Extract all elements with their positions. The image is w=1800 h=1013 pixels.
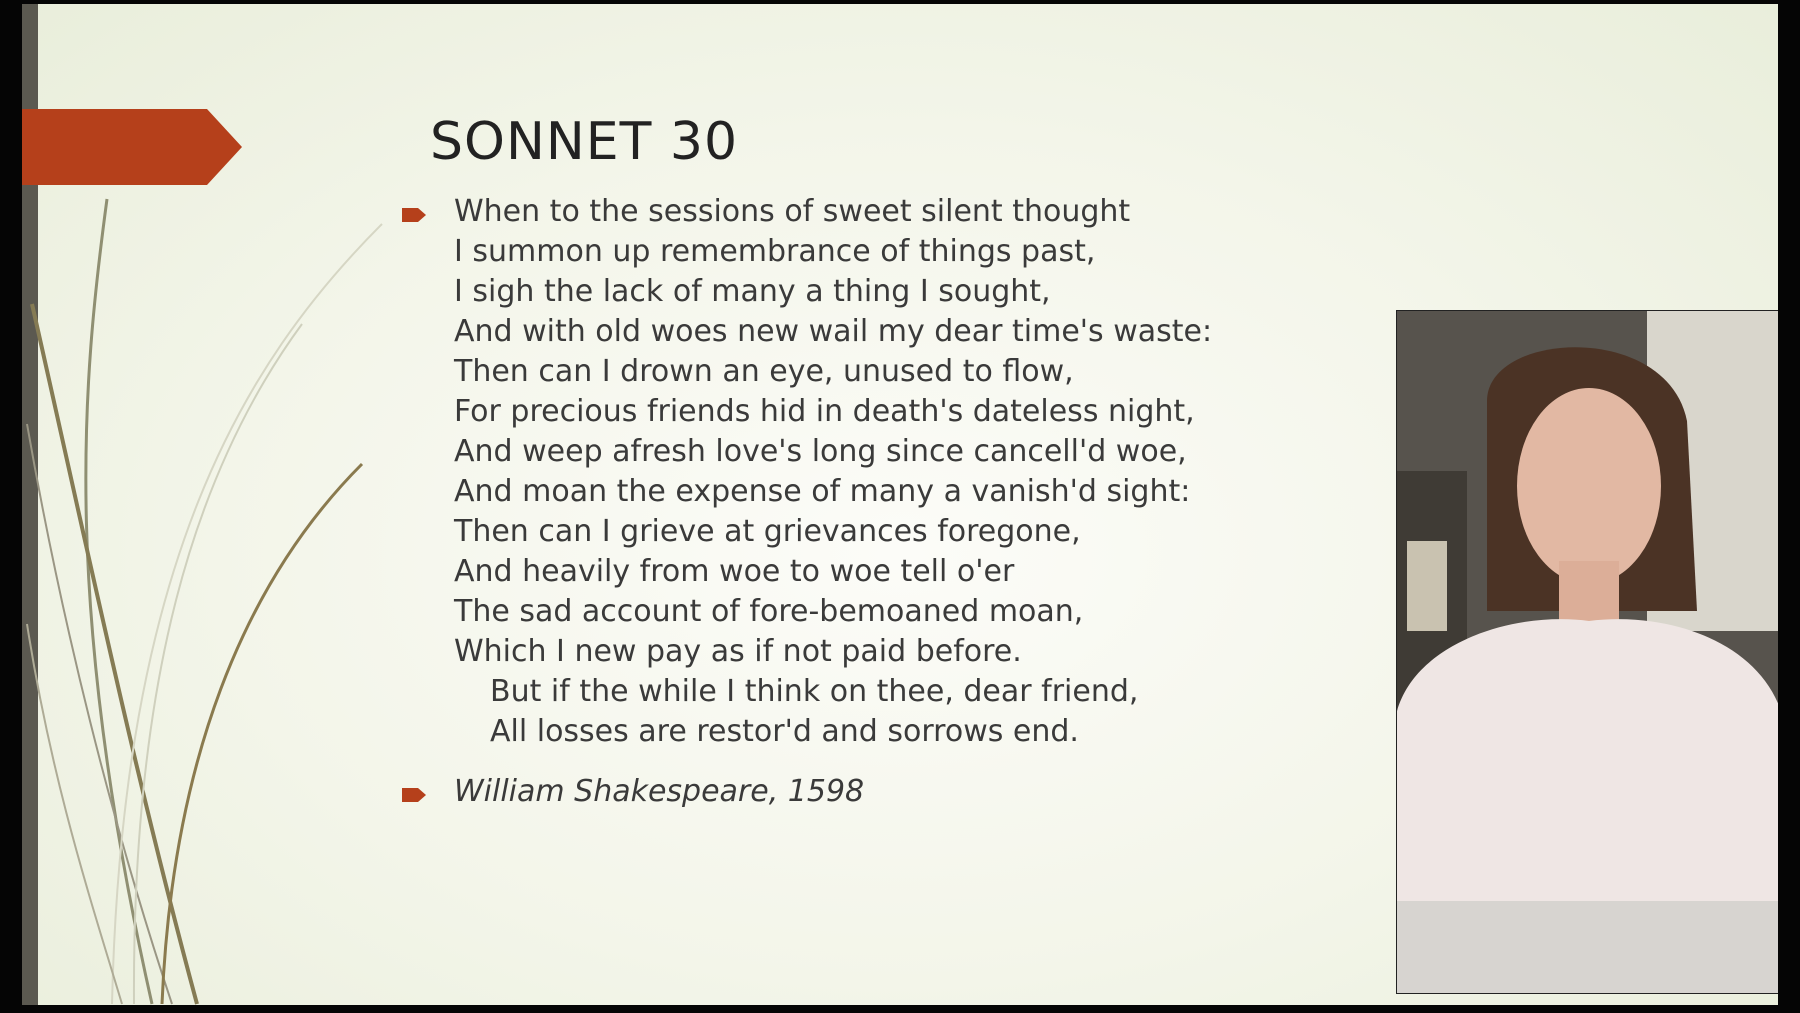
poem-line: The sad account of fore-bemoaned moan,	[454, 594, 1084, 629]
poem-bullet	[402, 192, 1302, 752]
poem-text	[454, 192, 1302, 752]
poem-line: Then can I grieve at grievances foregone,	[454, 514, 1081, 549]
poem-line: I sigh the lack of many a thing I sought,	[454, 274, 1051, 309]
arrow-banner-icon	[22, 109, 242, 185]
poem-line: And moan the expense of many a vanish'd sight:	[454, 474, 1191, 509]
arrow-bullet-icon	[402, 786, 428, 804]
poem-line: Then can I drown an eye, unused to flow,	[454, 354, 1074, 389]
poem-line: When to the sessions of sweet silent thought	[454, 194, 1131, 229]
couplet-line: But if the while I think on thee, dear friend,	[490, 674, 1139, 709]
poem-line: I summon up remembrance of things past,	[454, 234, 1096, 269]
slide-body	[402, 192, 1302, 812]
presenter-video-feed	[1397, 311, 1778, 993]
poem-line: For precious friends hid in death's dateless night,	[454, 394, 1195, 429]
poem-line: And weep afresh love's long since cancell'd woe,	[454, 434, 1187, 469]
arrow-bullet-icon	[402, 206, 428, 224]
presenter-webcam	[1396, 310, 1778, 994]
attribution-bullet	[402, 772, 1302, 812]
couplet-line: All losses are restor'd and sorrows end.	[490, 714, 1079, 749]
poem-line: And with old woes new wail my dear time's waste:	[454, 314, 1213, 349]
poem-line: Which I new pay as if not paid before.	[454, 634, 1022, 669]
slide	[22, 4, 1778, 1005]
attribution-text: William Shakespeare, 1598	[454, 774, 865, 809]
slide-title: SONNET 30	[430, 112, 739, 172]
poem-line: And heavily from woe to woe tell o'er	[454, 554, 1015, 589]
